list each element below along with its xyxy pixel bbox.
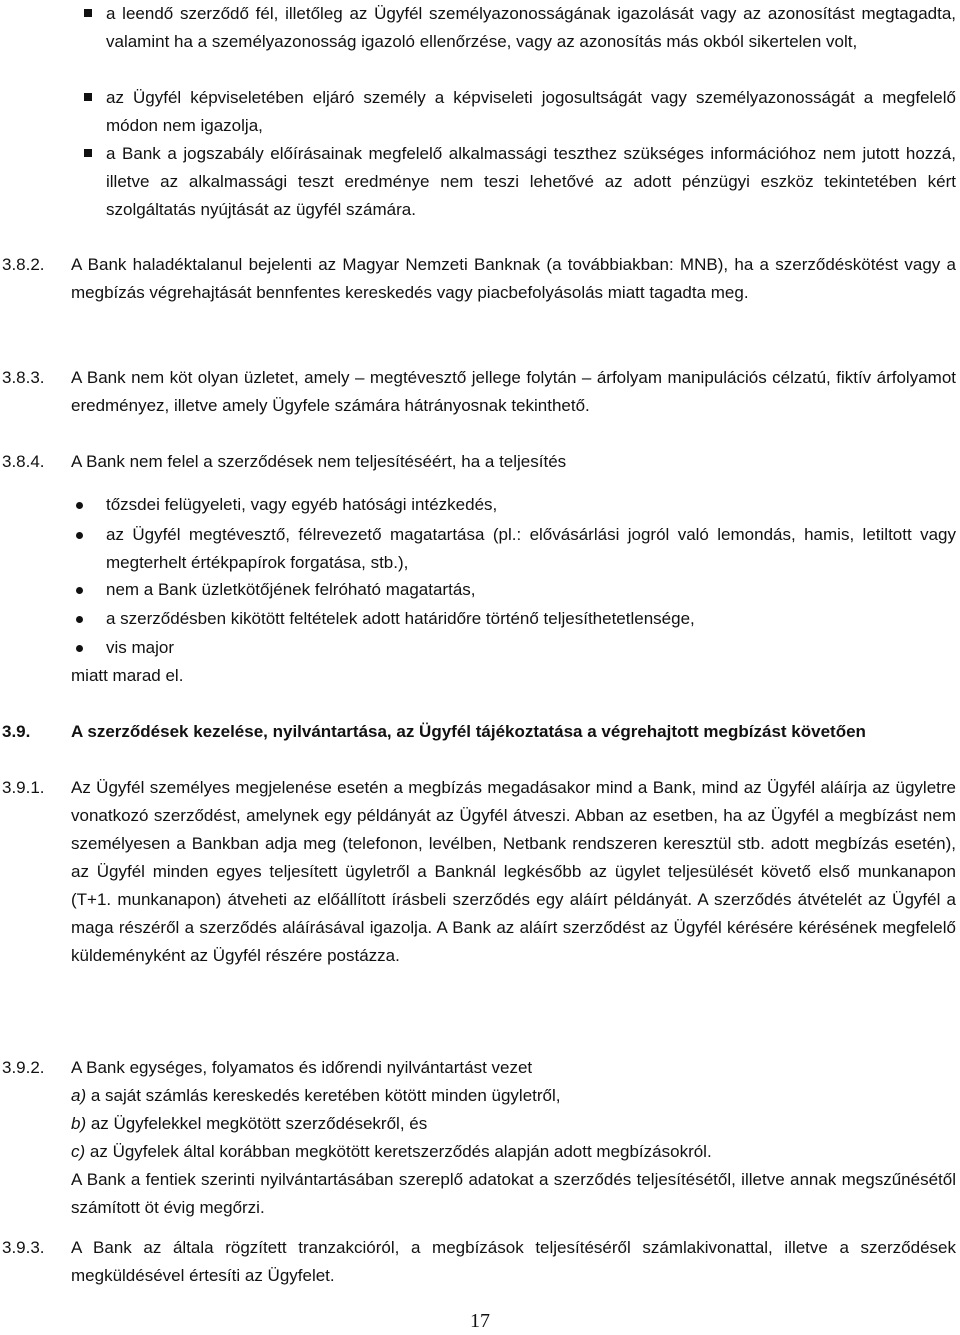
square-bullet-icon — [84, 149, 92, 157]
section-3-9-3 — [0, 1234, 960, 1290]
section-3-8-3 — [0, 364, 960, 420]
section-3-8-2 — [0, 251, 960, 307]
section-title: A szerződések kezelése, nyilvántartása, az Ügyfél tájékoztatása a végrehajtott megbízást követően — [71, 722, 866, 741]
round-bullet-icon — [76, 616, 83, 623]
round-bullet-icon — [76, 587, 83, 594]
page-number: 17 — [470, 1310, 490, 1332]
square-bullet-icon — [84, 93, 92, 101]
section-content — [71, 1054, 956, 1222]
round-bullet-icon — [76, 502, 83, 509]
item-label: a) — [71, 1086, 87, 1105]
section-intro: A Bank nem felel a szerződések nem teljesítéséért, ha a teljesítés — [71, 452, 567, 471]
section-text: Az Ügyfél személyes megjelenése esetén a megbízás megadásakor mind a Bank, mind az Ügyfél aláírja az ügyletre vonatkozó szerződést, amelynek egy példányát az Ügyfél átveszi. Abban az esetben, ha az Ügyfél a megbízást nem személyesen a Bankban adja meg (telefonon, levélben, Netbank rendszeren keresztül stb. adott megbízás esetén), az Ügyfél minden egyes teljesített ügyletről a Banknál legkésőbb az ügylet teljesülését követő első munkanapon (T+1. munkanapon) átveheti az előállított írásbeli szerződés egy aláírt példányát. A szerződés átvételét az Ügyfél a maga részéről a szerződés aláírásával igazolja. A Bank az aláírt szerződést az Ügyfél kérésére kérésének megfelelő küldeményként az Ügyfél részére postázza. — [71, 778, 956, 965]
section-3-8-4 — [0, 448, 960, 476]
section-text: A Bank az általa rögzített tranzakcióról, a megbízások teljesítéséről számlakivonattal, illetve a szerződések megküldésével értesíti az Ügyfelet. — [71, 1238, 956, 1285]
list-item-text: a leendő szerződő fél, illetőleg az Ügyfél személyazonosságának igazolását vagy az azonosítást megtagadta, valamint ha a személyazonosság igazoló ellenőrzése, vagy az azonosítás más okból sikertelen volt, — [106, 4, 956, 51]
section-number: 3.8.3. — [2, 368, 45, 387]
square-bullet-icon — [84, 9, 92, 17]
section-outro: miatt marad el. — [71, 666, 184, 685]
section-number: 3.9.2. — [2, 1058, 45, 1077]
list-item — [106, 634, 956, 662]
item-label: c) — [71, 1142, 86, 1161]
list-item-text: a Bank a jogszabály előírásainak megfelelő alkalmassági teszthez szükséges információhoz nem jutott hozzá, illetve az alkalmassági teszt eredménye nem teszi lehetővé az adott pénzügyi eszköz tekintetében kért szolgáltatás nyújtását az ügyfél számára. — [106, 144, 956, 219]
section-outro: A Bank a fentiek szerinti nyilvántartásában szereplő adatokat a szerződés teljesítésétől, illetve annak megszűnésétől számított öt évig megőrzi. — [71, 1170, 956, 1217]
section-number: 3.9.3. — [2, 1238, 45, 1257]
list-item-text: az Ügyfél képviseletében eljáró személy a képviseleti jogosultságát vagy személyazonosságát a megfelelő módon nem igazolja, — [106, 88, 956, 135]
section-number: 3.8.2. — [2, 255, 45, 274]
item-text: az Ügyfelekkel megkötött szerződésekről, és — [86, 1114, 428, 1133]
list-item — [71, 1110, 956, 1138]
section-number: 3.9.1. — [2, 778, 45, 797]
item-text: a saját számlás kereskedés keretében kötött minden ügyletről, — [86, 1086, 561, 1105]
list-item — [106, 605, 956, 633]
list-item — [71, 1082, 956, 1110]
list-item — [106, 576, 956, 604]
section-heading-3-9 — [0, 718, 960, 746]
section-text: A Bank haladéktalanul bejelenti az Magyar Nemzeti Banknak (a továbbiakban: MNB), ha a szerződéskötést vagy a megbízás végrehajtását bennfentes kereskedés vagy piacbefolyásolás miatt tagadta meg. — [71, 255, 956, 302]
round-bullet-icon — [76, 532, 83, 539]
list-item — [71, 1138, 956, 1166]
section-3-8-4-outro — [0, 662, 960, 690]
section-intro: A Bank egységes, folyamatos és időrendi nyilvántartást vezet — [71, 1058, 533, 1077]
list-item-text: az Ügyfél megtévesztő, félrevezető magatartása (pl.: elővásárlási jogról való lemondás, hamis, letiltott vagy megterhelt értékpapírok forgatása, stb.), — [106, 525, 956, 572]
list-item — [106, 0, 956, 56]
section-3-9-1 — [0, 774, 960, 970]
section-text: A Bank nem köt olyan üzletet, amely – megtévesztő jellege folytán – árfolyam manipulációs célzatú, fiktív árfolyamot eredményez, illetve amely Ügyfele számára hátrányosnak tekinthető. — [71, 368, 956, 415]
list-item-text: tőzsdei felügyeleti, vagy egyéb hatósági intézkedés, — [106, 495, 498, 514]
round-bullet-icon — [76, 645, 83, 652]
list-item — [106, 491, 956, 519]
list-item-text: nem a Bank üzletkötőjének felróható magatartás, — [106, 580, 476, 599]
list-item — [106, 140, 956, 224]
list-item-text: a szerződésben kikötött feltételek adott határidőre történő teljesíthetetlensége, — [106, 609, 695, 628]
item-label: b) — [71, 1114, 87, 1133]
section-3-9-2 — [0, 1054, 960, 1222]
list-item — [106, 521, 956, 577]
section-number: 3.8.4. — [2, 452, 45, 471]
section-number: 3.9. — [2, 722, 31, 741]
list-item-text: vis major — [106, 638, 175, 657]
item-text: az Ügyfelek által korábban megkötött keretszerződés alapján adott megbízásokról. — [85, 1142, 712, 1161]
list-item — [106, 84, 956, 140]
